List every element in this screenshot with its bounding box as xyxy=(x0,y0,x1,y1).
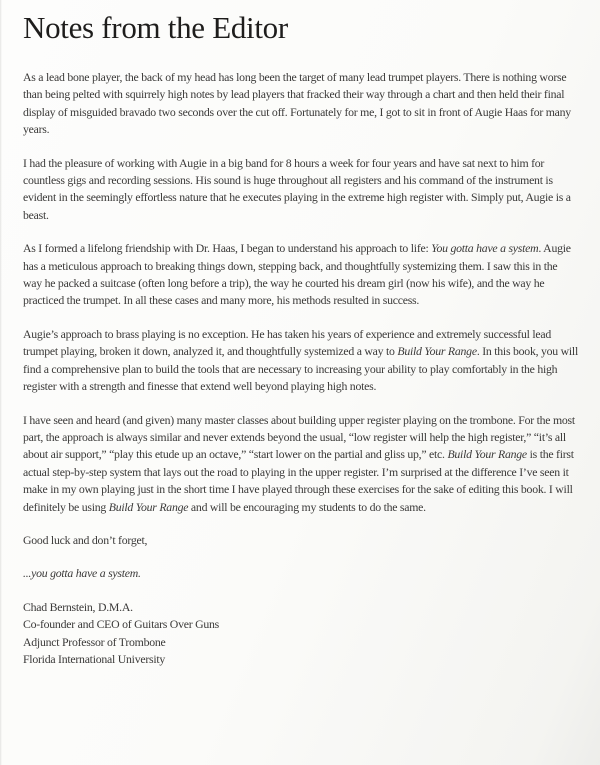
paragraph-1: As a lead bone player, the back of my head has long been the target of many lead trumpet players. There is nothing worse than being pelted with squirrely high notes by lead players that fracked their way through a chart and then held their final display of misguided bravado two seconds over the cut off. Fortunately for me, I got to sit in front of Augie Haas for many years. xyxy=(23,70,571,137)
signature-block xyxy=(23,599,578,669)
paragraph-4: Augie’s approach to brass playing is no exception. He has taken his years of experience and extremely successful lead trumpet playing, broken it down, analyzed it, and thoughtfully systemized a way to Build Your Range. In this book, you will find a comprehensive plan to build the tools that are necessary to increasing your ability to play comfortably in the high register with a strength and finesse that extend well beyond playing high notes. xyxy=(23,326,578,394)
signature-role-2: Adjunct Professor of Trombone xyxy=(23,634,166,649)
signature-role-1: Co-founder and CEO of Guitars Over Guns xyxy=(23,617,219,632)
tagline: ...you gotta have a system. xyxy=(23,566,141,581)
editor-notes-body xyxy=(23,69,578,583)
paragraph-2: I had the pleasure of working with Augie in a big band for 8 hours a week for four years and have sat next to him for countless gigs and recording sessions. His sound is huge throughout all registers and his command of the instrument is evident in the seemingly effortless nature that he executes playing in the extreme high register with. Simply put, Augie is a beast. xyxy=(23,155,571,222)
paragraph-3: As I formed a lifelong friendship with Dr. Haas, I began to understand his approach to life: You gotta have a system. Augie has a meticulous approach to breaking things down, stepping back, and thoughtfully systemizing them. I saw this in the way he packed a suitcase (often long before a trip), the way he courted his dream girl (now his wife), and the way he practiced the trumpet. In all these cases and many more, his methods resulted in success. xyxy=(23,241,571,308)
signature-institution: Florida International University xyxy=(23,651,166,666)
closing-line: Good luck and don’t forget, xyxy=(23,532,148,547)
paragraph-5: I have seen and heard (and given) many master classes about building upper register playing on the trombone. For the most part, the approach is always similar and never extends beyond the usual, “low register will help the high register,” “it’s all about air support,” “play this etude up an octave,” “start lower on the partial and gliss up,” etc. Build Your Range is the first actual step-by-step system that lays out the road to playing in the upper register. I’m surprised at the difference I’ve seen it make in my own playing just in the short time I have played through these exercises for the sake of editing this book. I will definitely be using Build Your Range and will be encouraging my students to do the same. xyxy=(23,412,575,514)
page-title: Notes from the Editor xyxy=(23,10,288,45)
signature-name: Chad Bernstein, D.M.A. xyxy=(23,599,133,614)
